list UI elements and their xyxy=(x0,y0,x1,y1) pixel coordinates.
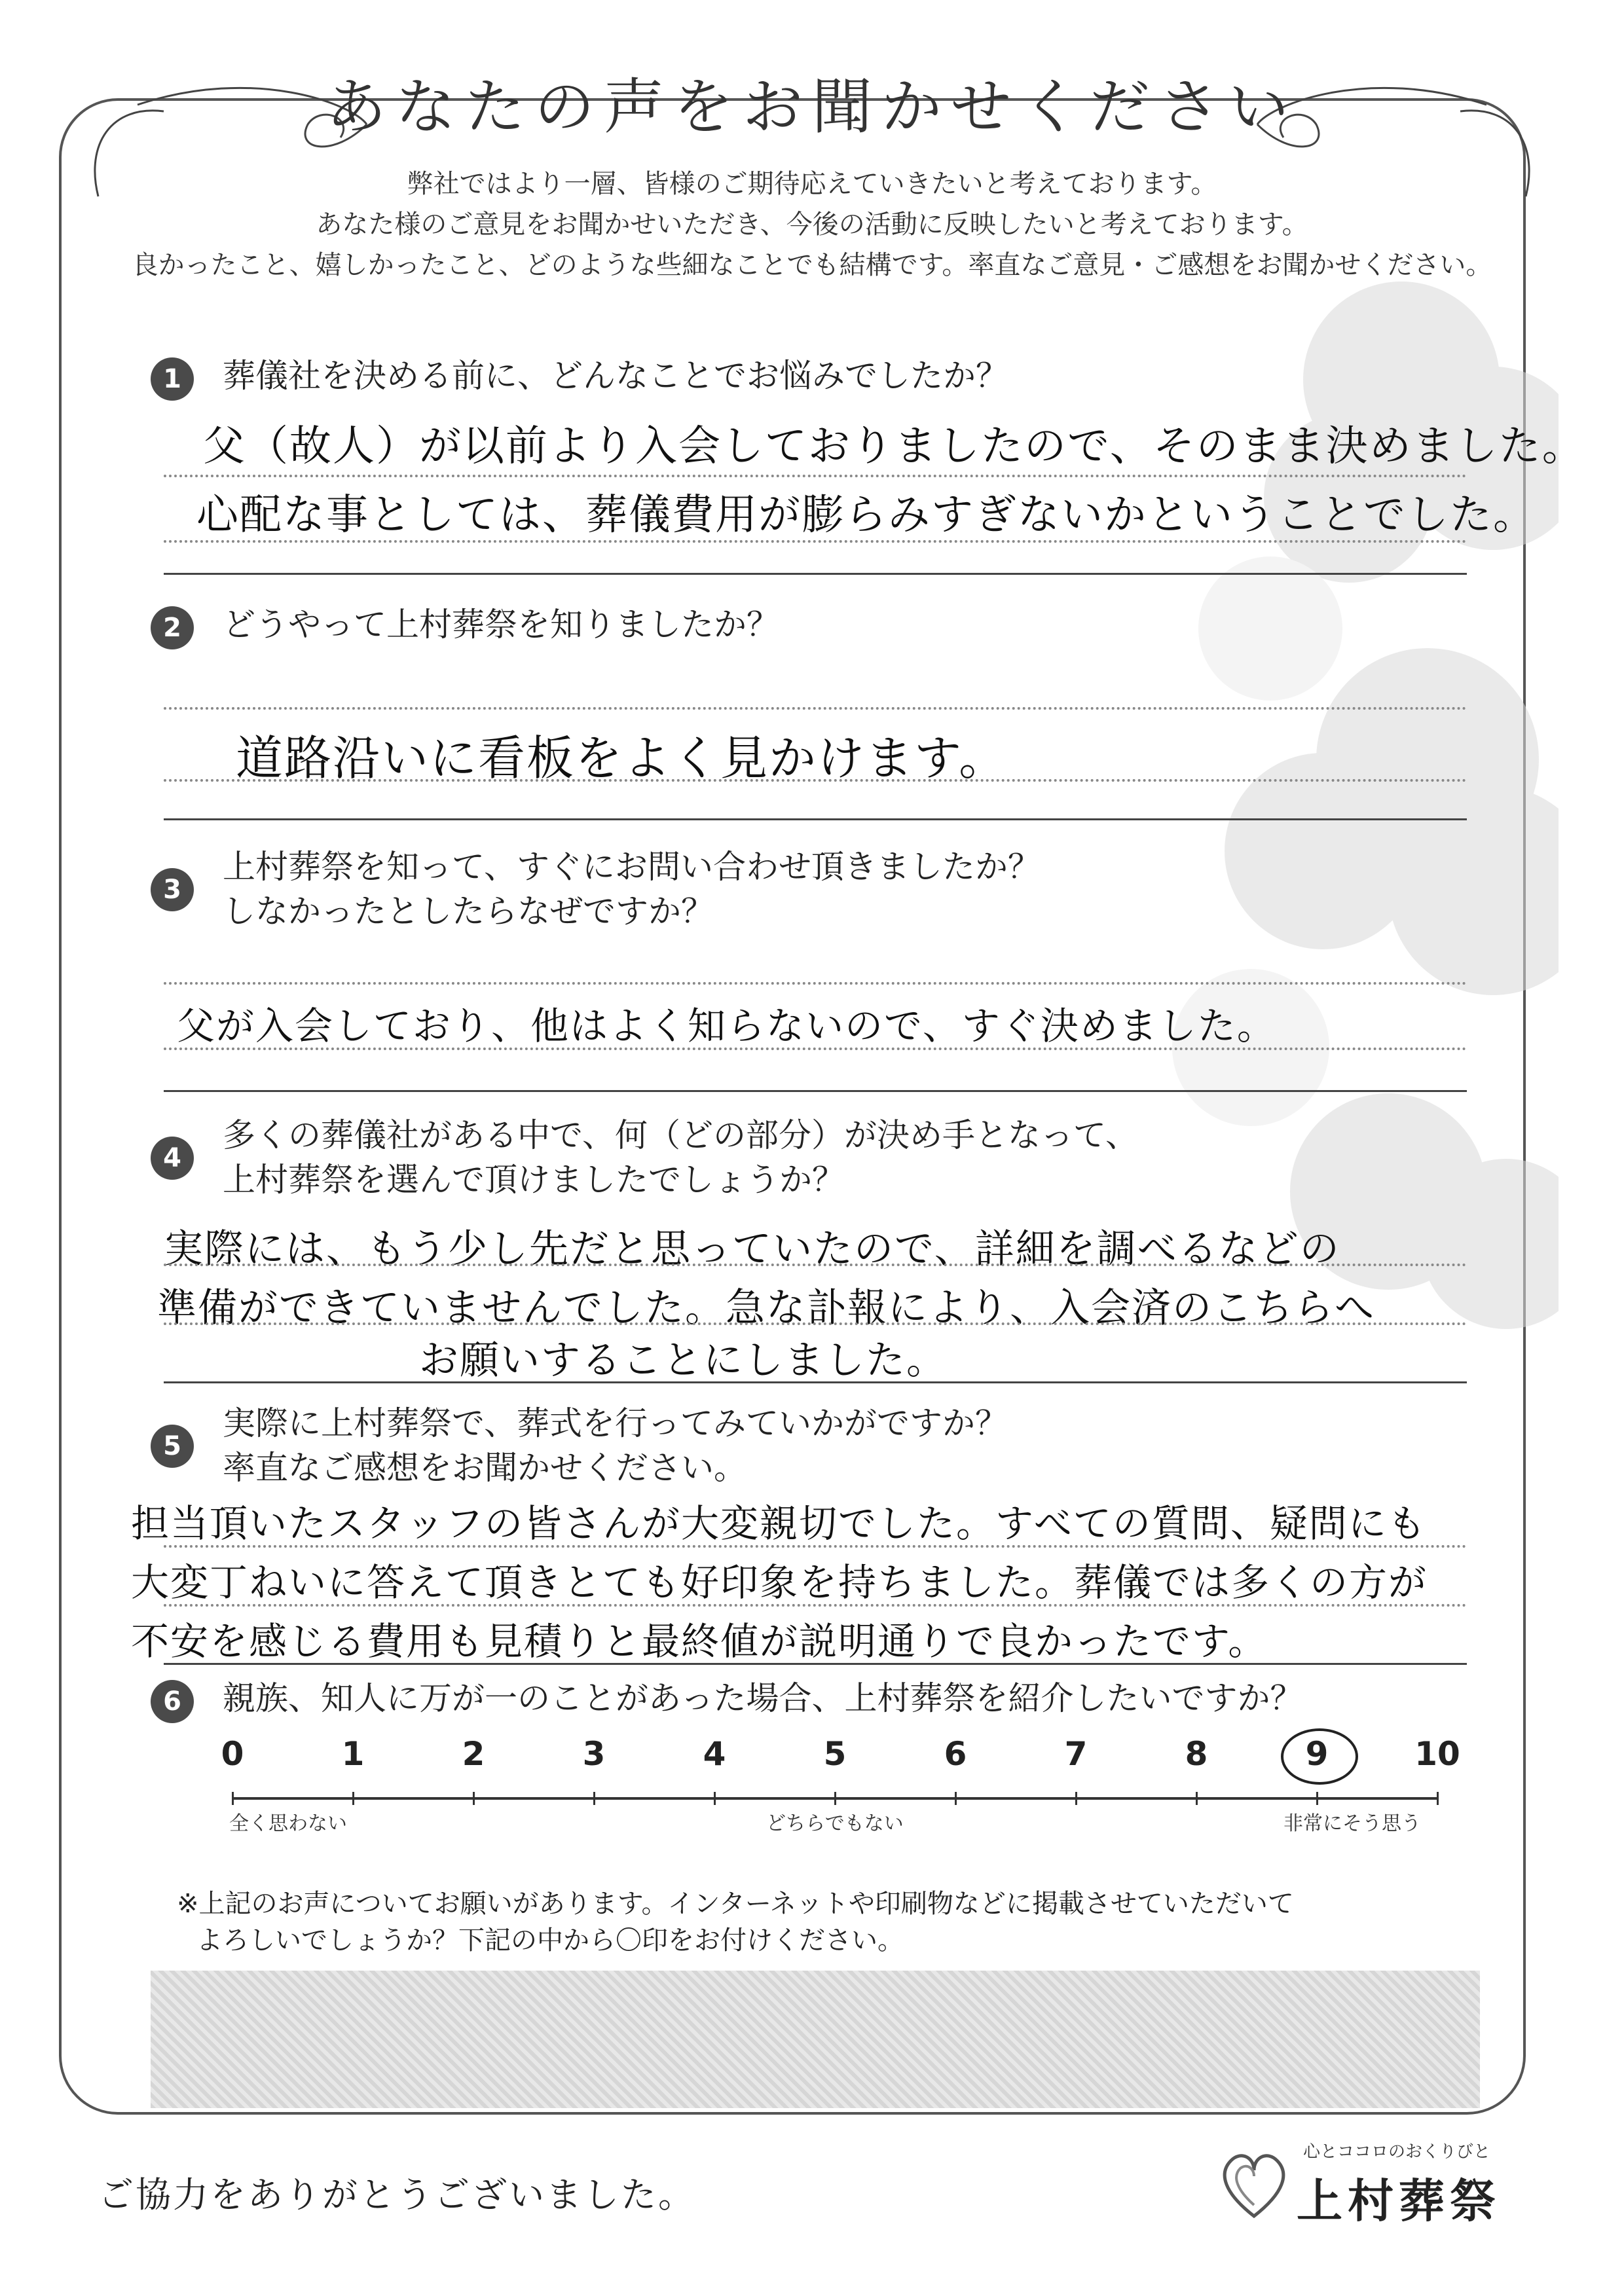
answer-rule xyxy=(164,475,1467,477)
rating-number: 4 xyxy=(703,1735,726,1773)
logo-name: 上村葬祭 xyxy=(1297,2174,1501,2228)
answer-rule xyxy=(164,779,1467,782)
rating-number: 0 xyxy=(221,1735,244,1773)
question-text: 葬儀社を決める前に、どんなことでお悩みでしたか？ xyxy=(223,357,1008,395)
section-divider xyxy=(164,573,1467,575)
notice-line: よろしいでしょうか？下記の中から〇印をお付けください。 xyxy=(196,1925,904,1956)
heart-icon xyxy=(1218,2147,1290,2226)
rating-tick xyxy=(1075,1792,1077,1805)
section-divider xyxy=(164,1090,1467,1092)
scale-label-low: 全く思わない xyxy=(229,1812,347,1835)
answer-line: 心配な事としては、葬儀費用が膨らみすぎないかということでした。 xyxy=(196,491,1536,539)
question-number-badge: 6 xyxy=(151,1680,194,1723)
intro-line: あなた様のご意見をお聞かせいただき、今後の活動に反映したいと考えております。 xyxy=(316,210,1308,240)
answer-line: 実際には、もう少し先だと思っていたので、詳細を調べるなどの xyxy=(164,1226,1340,1272)
answer-rule xyxy=(164,1048,1467,1050)
intro-line: 良かったこと、嬉しかったこと、どのような些細なことでも結構です。率直なご意見・ご感想をお聞かせください。 xyxy=(132,250,1492,280)
question-number-badge: 4 xyxy=(151,1137,194,1180)
rating-number: 2 xyxy=(462,1735,485,1773)
rating-tick xyxy=(473,1792,475,1805)
answer-line: 父が入会しており、他はよく知らないので、すぐ決めました。 xyxy=(177,1004,1276,1048)
answer-line: 父（故人）が以前より入会しておりましたので、そのまま決めました。 xyxy=(203,422,1585,471)
question-text: 上村葬祭を知って、すぐにお問い合わせ頂きましたか？ xyxy=(223,848,1041,886)
rating-tick xyxy=(1316,1792,1318,1805)
answer-rule xyxy=(164,1264,1467,1266)
redacted-area xyxy=(151,1971,1480,2108)
question-text: 上村葬祭を選んで頂けましたでしょうか？ xyxy=(223,1161,845,1199)
answer-line: 道路沿いに看板をよく見かけます。 xyxy=(236,731,1008,786)
selected-rating-circle xyxy=(1281,1728,1358,1785)
publication-notice xyxy=(177,1886,1294,1959)
question-text: 多くの葬儀社がある中で、何（どの部分）が決め手となって、 xyxy=(223,1116,1138,1154)
answer-line: 不安を感じる費用も見積りと最終値が説明通りで良かったです。 xyxy=(131,1619,1268,1664)
scale-label-mid: どちらでもない xyxy=(766,1812,904,1835)
logo-tagline: 心とココロのおくりびと xyxy=(1303,2142,1491,2162)
answer-rule xyxy=(164,1604,1467,1607)
page-title: あなたの声をお聞かせください xyxy=(325,72,1298,142)
thanks-message: ご協力をありがとうございました。 xyxy=(98,2174,695,2215)
answer-line: 大変丁ねいに答えて頂きとても好印象を持ちました。葬儀では多くの方が xyxy=(131,1560,1428,1605)
answer-line: 準備ができていませんでした。急な訃報により、入会済のこちらへ xyxy=(157,1285,1375,1331)
rating-number: 7 xyxy=(1064,1735,1088,1773)
rating-number: 8 xyxy=(1185,1735,1208,1773)
section-divider xyxy=(164,1381,1467,1383)
question-text: 親族、知人に万が一のことがあった場合、上村葬祭を紹介したいですか？ xyxy=(223,1679,1303,1717)
rating-tick xyxy=(1196,1792,1198,1805)
notice-line: ※上記のお声についてお願いがあります。インターネットや印刷物などに掲載させていただいて xyxy=(177,1889,1294,1919)
answer-rule xyxy=(164,982,1467,985)
answer-rule xyxy=(164,1545,1467,1548)
question-number-badge: 2 xyxy=(151,606,194,649)
rating-tick xyxy=(1437,1792,1439,1805)
rating-tick xyxy=(955,1792,957,1805)
answer-rule xyxy=(164,540,1467,543)
question-text: 率直なご感想をお聞かせください。 xyxy=(223,1449,747,1487)
answer-line: 担当頂いたスタッフの皆さんが大変親切でした。すべての質問、疑問にも xyxy=(131,1501,1427,1546)
answer-rule xyxy=(164,707,1467,710)
rating-tick xyxy=(714,1792,716,1805)
rating-number: 3 xyxy=(582,1735,606,1773)
rating-number: 5 xyxy=(823,1735,847,1773)
answer-line: お願いすることにしました。 xyxy=(419,1338,947,1383)
question-number-badge: 3 xyxy=(151,868,194,911)
rating-tick xyxy=(352,1792,354,1805)
company-logo xyxy=(1218,2134,1501,2239)
scale-label-high: 非常にそう思う xyxy=(1283,1812,1421,1835)
rating-number: 1 xyxy=(341,1735,365,1773)
rating-number: 9 xyxy=(1305,1735,1329,1773)
question-number-badge: 5 xyxy=(151,1425,194,1468)
question-text: しなかったとしたらなぜですか？ xyxy=(223,892,714,930)
question-text: どうやって上村葬祭を知りましたか？ xyxy=(223,606,779,644)
section-divider xyxy=(164,1663,1467,1665)
rating-number: 10 xyxy=(1414,1735,1460,1773)
rating-number: 6 xyxy=(944,1735,967,1773)
rating-tick xyxy=(232,1792,234,1805)
section-divider xyxy=(164,818,1467,820)
answer-rule xyxy=(164,1322,1467,1325)
rating-tick xyxy=(593,1792,595,1805)
question-number-badge: 1 xyxy=(151,357,194,401)
rating-tick xyxy=(834,1792,836,1805)
question-text: 実際に上村葬祭で、葬式を行ってみていかがですか？ xyxy=(223,1404,1008,1442)
intro-line: 弊社ではより一層、皆様のご期待応えていきたいと考えております。 xyxy=(407,169,1217,199)
